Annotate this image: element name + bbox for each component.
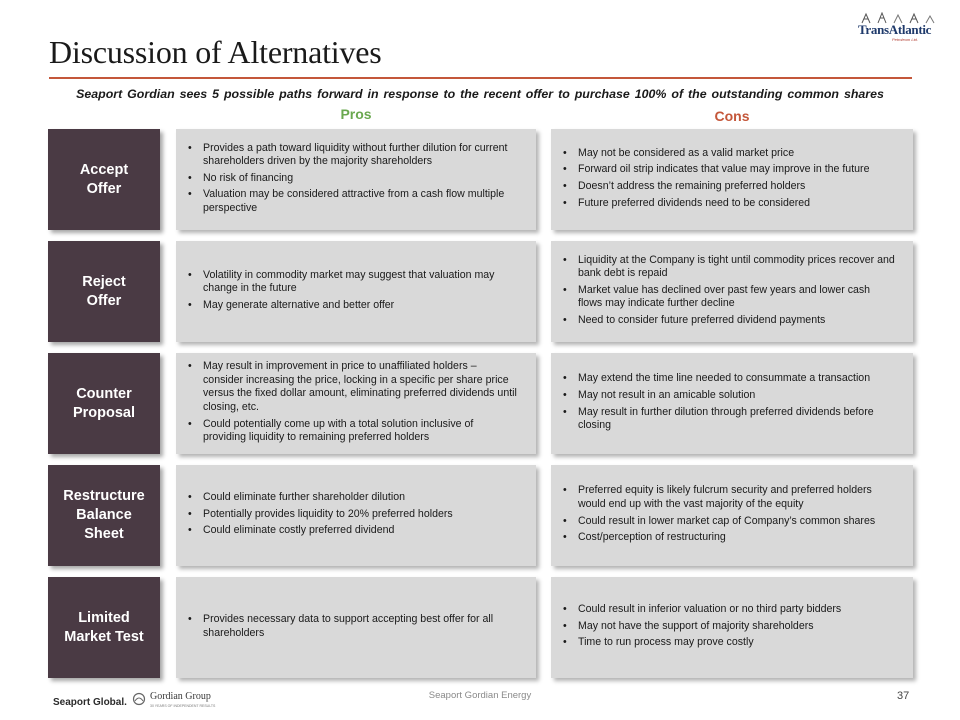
list-item: • Market value has declined over past few years and lower cash flows may indicate further decline	[563, 284, 895, 311]
title-divider	[49, 77, 912, 79]
list-item: • Could eliminate further shareholder dilution	[188, 491, 518, 505]
list-item: • Valuation may be considered attractive from a cash flow multiple perspective	[188, 188, 518, 215]
logo-subtext: Petroleum Ltd.	[892, 37, 919, 42]
row-label-reject-offer: Reject Offer	[48, 241, 160, 342]
list-item: • May not result in an amicable solution	[563, 389, 895, 403]
row-label-counter-proposal: Counter Proposal	[48, 353, 160, 454]
list-item: • Could result in lower market cap of Company’s common shares	[563, 515, 895, 529]
logo-wordmark: TransAtlantic	[858, 22, 932, 37]
list-item: • May not have the support of majority shareholders	[563, 620, 895, 634]
list-item: • No risk of financing	[188, 172, 518, 186]
list-item: • Liquidity at the Company is tight until commodity prices recover and bank debt is repaid	[563, 254, 895, 281]
list-item: • Could eliminate costly preferred dividend	[188, 524, 518, 538]
page-number: 37	[897, 690, 910, 702]
page-subtitle: Seaport Gordian sees 5 possible paths forward in response to the recent offer to purchase 100% of the outstanding common shares	[76, 87, 884, 101]
row-label-accept-offer: Accept Offer	[48, 129, 160, 230]
cons-card-restructure-balance-sheet	[551, 465, 913, 566]
seaport-global-logo: Seaport Global.	[53, 697, 127, 708]
pros-column-header: Pros	[340, 106, 372, 122]
list-item: • Potentially provides liquidity to 20% preferred holders	[188, 508, 518, 522]
list-item: • Provides necessary data to support accepting best offer for all shareholders	[188, 613, 518, 640]
row-label-restructure-balance-sheet: Restructure Balance Sheet	[48, 465, 160, 566]
list-item: • May not be considered as a valid market price	[563, 147, 895, 161]
gordian-subtext: 30 YEARS OF INDEPENDENT RESULTS	[150, 704, 216, 708]
list-item: • Could result in inferior valuation or no third party bidders	[563, 603, 895, 617]
list-item: • May result in improvement in price to unaffiliated holders – consider increasing the price, locking in a specific per share price versus the fixed dollar amount, eliminating preferred dividends until closing, etc.	[188, 360, 518, 414]
pros-card-restructure-balance-sheet	[176, 465, 536, 566]
cons-card-reject-offer	[551, 241, 913, 342]
list-item: • Volatility in commodity market may suggest that valuation may change in the future	[188, 269, 518, 296]
pros-card-accept-offer	[176, 129, 536, 230]
list-item: • May extend the time line needed to consummate a transaction	[563, 372, 895, 386]
list-item: • Provides a path toward liquidity without further dilution for current shareholders driven by the majority shareholders	[188, 142, 518, 169]
gordian-wordmark: Gordian Group	[150, 691, 211, 702]
cons-card-accept-offer	[551, 129, 913, 230]
cons-card-counter-proposal	[551, 353, 913, 454]
transatlantic-logo	[856, 12, 948, 44]
footer-text: Seaport Gordian Energy	[428, 690, 532, 701]
list-item: • Forward oil strip indicates that value may improve in the future	[563, 163, 895, 177]
page-title: Discussion of Alternatives	[49, 34, 382, 70]
row-label-limited-market-test: Limited Market Test	[48, 577, 160, 678]
list-item: • Could potentially come up with a total solution inclusive of providing liquidity to remaining preferred holders	[188, 418, 518, 445]
list-item: • Future preferred dividends need to be considered	[563, 197, 895, 211]
list-item: • Preferred equity is likely fulcrum security and preferred holders would end up with the vast majority of the equity	[563, 484, 895, 511]
cons-card-limited-market-test	[551, 577, 913, 678]
list-item: • Need to consider future preferred dividend payments	[563, 314, 895, 328]
list-item: • Cost/perception of restructuring	[563, 531, 895, 545]
pros-card-counter-proposal	[176, 353, 536, 454]
list-item: • May generate alternative and better offer	[188, 299, 518, 313]
list-item: • Time to run process may prove costly	[563, 636, 895, 650]
list-item: • May result in further dilution through preferred dividends before closing	[563, 406, 895, 433]
list-item: • Doesn’t address the remaining preferred holders	[563, 180, 895, 194]
pros-card-reject-offer	[176, 241, 536, 342]
pros-card-limited-market-test	[176, 577, 536, 678]
cons-column-header: Cons	[714, 108, 750, 124]
